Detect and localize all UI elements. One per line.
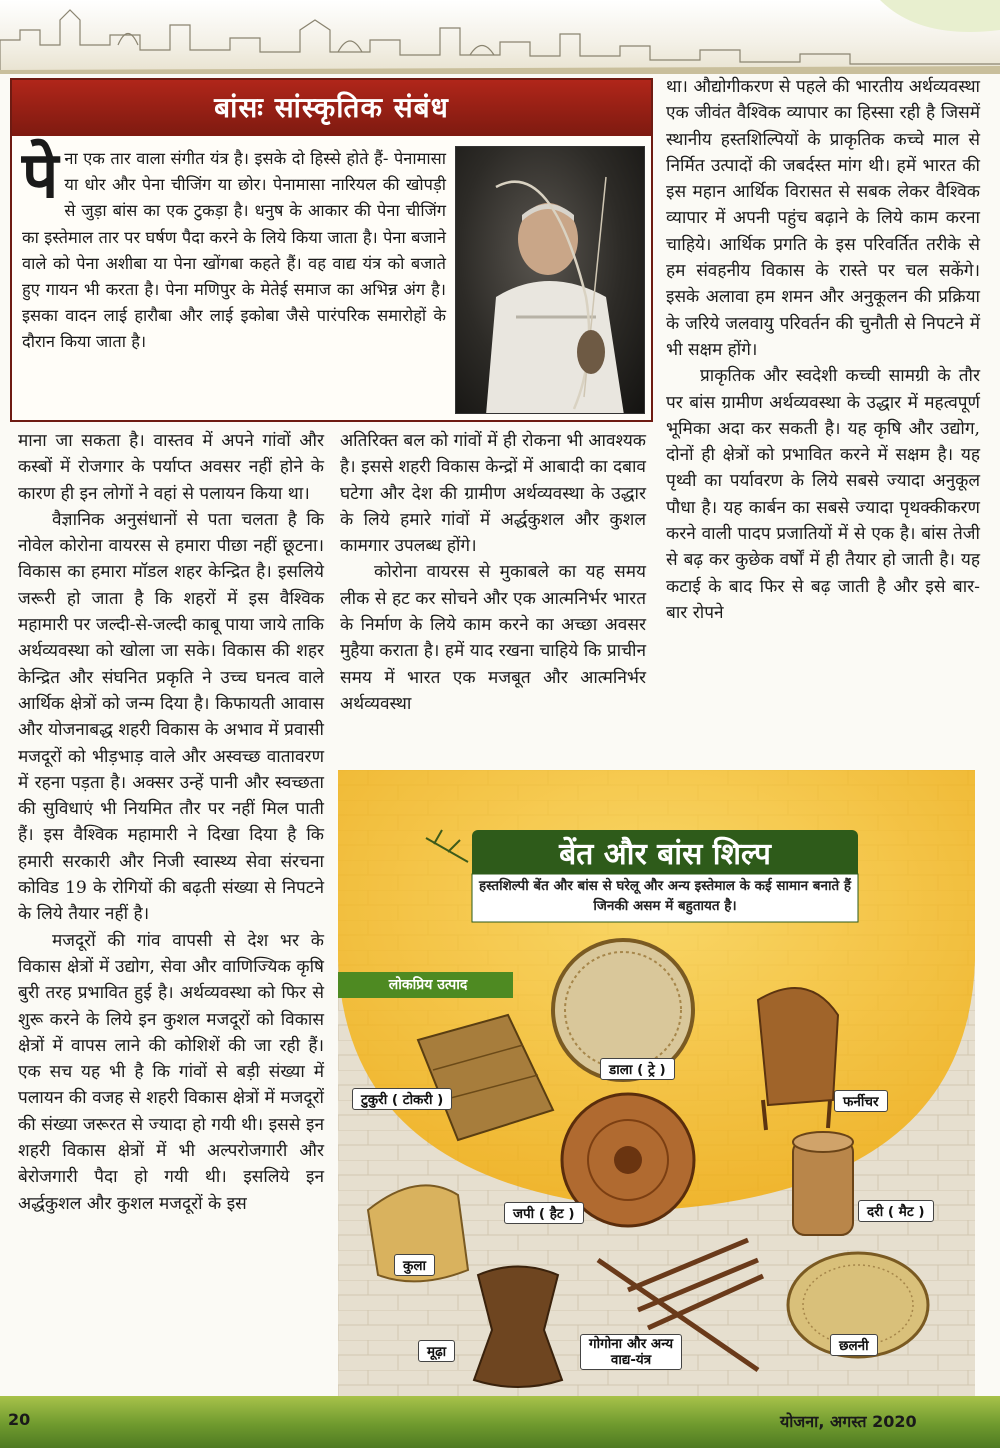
paragraph: कोरोना वायरस से मुकाबले का यह समय लीक से हट कर सोचने और एक आत्मनिर्भर भारत के निर्माण के लिये काम करने का अच्छा अवसर मुहैया कराता है। हमें याद रखना चाहिये कि प्राचीन समय में भारत एक मजबूत और आत्मनिर्भर अर्थव्यवस्था	[340, 562, 646, 714]
label-japi: जपी ( हैट )	[504, 1202, 584, 1224]
box-text	[22, 138, 446, 356]
paragraph: प्राकृतिक और स्वदेशी कच्ची सामग्री के तौर पर बांस ग्रामीण अर्थव्यवस्था के उद्धार में महत्वपूर्ण भूमिका अदा कर सकती है। यह कृषि और उद्योग, दोनों ही क्षेत्रों को प्रभावित करने में सक्षम है। यह पृथ्वी का पर्यावरण के लिये सबसे ज्यादा अनुकूल पौधा है। यह कार्बन का सबसे ज्यादा पृथक्कीकरण करने वाली पादप प्रजातियों में से एक है। बांस तेजी से बढ़ कर कुछेक वर्षों में ही तैयार हो जाती है। यह कटाई के बाद फिर से बढ़ जाती है और इसे बार-बार रोपने	[666, 366, 980, 623]
label-furniture: फर्नीचर	[834, 1090, 888, 1112]
column-middle	[340, 428, 646, 717]
label-chhalni: छलनी	[830, 1334, 878, 1356]
drop-cap: पे	[22, 138, 59, 213]
craft-title: बेंत और बांस शिल्प	[559, 837, 771, 872]
column-right	[666, 74, 980, 626]
label-mudha: मूढ़ा	[418, 1340, 455, 1362]
paragraph: अतिरिक्त बल को गांवों में ही रोकना भी आवश्यक है। इससे शहरी विकास केन्द्रों में आबादी का दबाव घटेगा और देश की ग्रामीण अर्थव्यवस्था के उद्धार के लिये हमारे गांवों में अर्द्धकुशल और कुशल कामगार उपलब्ध होंगे।	[340, 431, 646, 557]
box-paragraph: ना एक तार वाला संगीत यंत्र है। इसके दो हिस्से होते हैं- पेनामासा या धोर और पेना चीजिंग या छोर। पेनामासा नारियल की खोपड़ी से जुड़ा बांस का एक टुकड़ा है। धनुष के आकार की पेना चीजिंग का इस्तेमाल तार पर घर्षण पैदा करने के लिये किया जाता है। पेना बजाने वाले को पेना अशीबा या पेना खोंगबा कहते हैं। वह वाद्य यंत्र को बजाते हुए गायन भी करता है। पेना मणिपुर के मेतेई समाज का अभिन्न अंग है। इसका वादन लाई हारौबा और लाई इकोबा जैसे पारंपरिक समारोहों के दौरान किया जाता है।	[22, 149, 446, 352]
popular-products-label: लोकप्रिय उत्पाद	[388, 977, 468, 993]
label-dari: दरी ( मैट )	[858, 1200, 934, 1222]
label-dala: डाला ( ट्रे )	[600, 1058, 675, 1080]
header-skyline	[0, 0, 1000, 74]
paragraph: मजदूरों की गांव वापसी से देश भर के विकास क्षेत्रों में उद्योग, सेवा और वाणिज्यिक कृषि बुरी तरह प्रभावित हुई है। अर्थव्यवस्था को फिर से शुरू करने के लिये इन कुशल मजदूरों को विकास क्षेत्रों में वापस लाने की कोशिशें की जा रही हैं। एक सच यह भी है कि गांवों से बड़ी संख्या में पलायन की वजह से शहरी विकास क्षेत्रों में मजदूरों की संख्या जरूरत से ज्यादा हो गयी थी। इससे इन शहरी विकास क्षेत्रों में भी अल्परोजगारी और बेरोजगारी पैदा हो गयी थी। इसलिये इन अर्द्धकुशल और कुशल मजदूरों के इस	[18, 930, 324, 1214]
label-gogona-line1: गोगोना और अन्य	[589, 1336, 674, 1352]
paragraph: माना जा सकता है। वास्तव में अपने गांवों और कस्बों में रोजगार के पर्याप्त अवसर नहीं होने के कारण ही इन लोगों ने वहां से पलायन किया था।	[18, 431, 324, 504]
box-title: बांसः सांस्कृतिक संबंध	[12, 80, 651, 136]
label-gogona	[580, 1334, 682, 1370]
skyline-illustration	[0, 0, 1000, 74]
craft-subtitle: हस्तशिल्पी बेंत और बांस से घरेलू और अन्य इस्तेमाल के कई सामान बनाते हैं जिनकी असम में बहुतायत है।	[478, 878, 852, 914]
magazine-issue: योजना, अगस्त 2020	[780, 1412, 917, 1431]
label-gogona-line2: वाद्य-यंत्र	[610, 1352, 652, 1368]
column-left	[18, 428, 324, 1217]
page-number: 20	[8, 1410, 31, 1429]
paragraph: था। औद्योगीकरण से पहले की भारतीय अर्थव्यवस्था एक जीवंत वैश्विक व्यापार का हिस्सा रही है जिसमें स्थानीय हस्तशिल्पियों के प्राकृतिक कच्चे माल से निर्मित उत्पादों की जबर्दस्त मांग थी। हमें भारत की इस महान आर्थिक विरासत से सबक लेकर वैश्विक व्यापार में अपनी पहुंच बढ़ाने के लिये काम करना चाहिये। आर्थिक प्रगति के इस परिवर्तित तरीके से हम संवहनीय विकास के रास्ते पर चल सकेंगे। इसके अलावा हम शमन और अनुकूलन की प्रक्रिया के जरिये जलवायु परिवर्तन की चुनौती से निपटने में भी सक्षम होंगे।	[666, 77, 980, 360]
cane-bamboo-infographic	[338, 770, 975, 1398]
paragraph: वैज्ञानिक अनुसंधानों से पता चलता है कि नोवेल कोरोना वायरस से हमारा पीछा नहीं छूटना। विकास का हमारा मॉडल शहर केन्द्रित है। इसलिये जरूरी हो जाता है कि शहरों में इस वैश्विक महामारी पर जल्दी-से-जल्दी काबू पाया जाये ताकि अर्थव्यवस्था को खोला जा सके। विकास की शहर केन्द्रित और संघनित प्रकृति ने उच्च घनत्व वाले आर्थिक क्षेत्रों को जन्म दिया है। किफायती आवास और योजनाबद्ध शहरी विकास के अभाव में प्रवासी मजदूरों को भीड़भाड़ वाले और अस्वच्छ वातावरण में रहना पड़ता है। अक्सर उन्हें पानी और स्वच्छता की सुविधाएं भी नियमित तौर पर नहीं मिल पाती हैं। इस वैश्विक महामारी ने दिखा दिया है कि हमारी सरकारी और निजी स्वास्थ्य सेवा संरचना कोविड 19 के रोगियों की बढ़ती संख्या से निपटने के लिये तैयार नहीं है।	[18, 509, 324, 925]
pena-box	[10, 78, 653, 422]
label-tukuri: टुकुरी ( टोकरी )	[352, 1088, 452, 1110]
pena-player-photo	[455, 146, 645, 414]
label-kula: कुला	[394, 1254, 435, 1276]
